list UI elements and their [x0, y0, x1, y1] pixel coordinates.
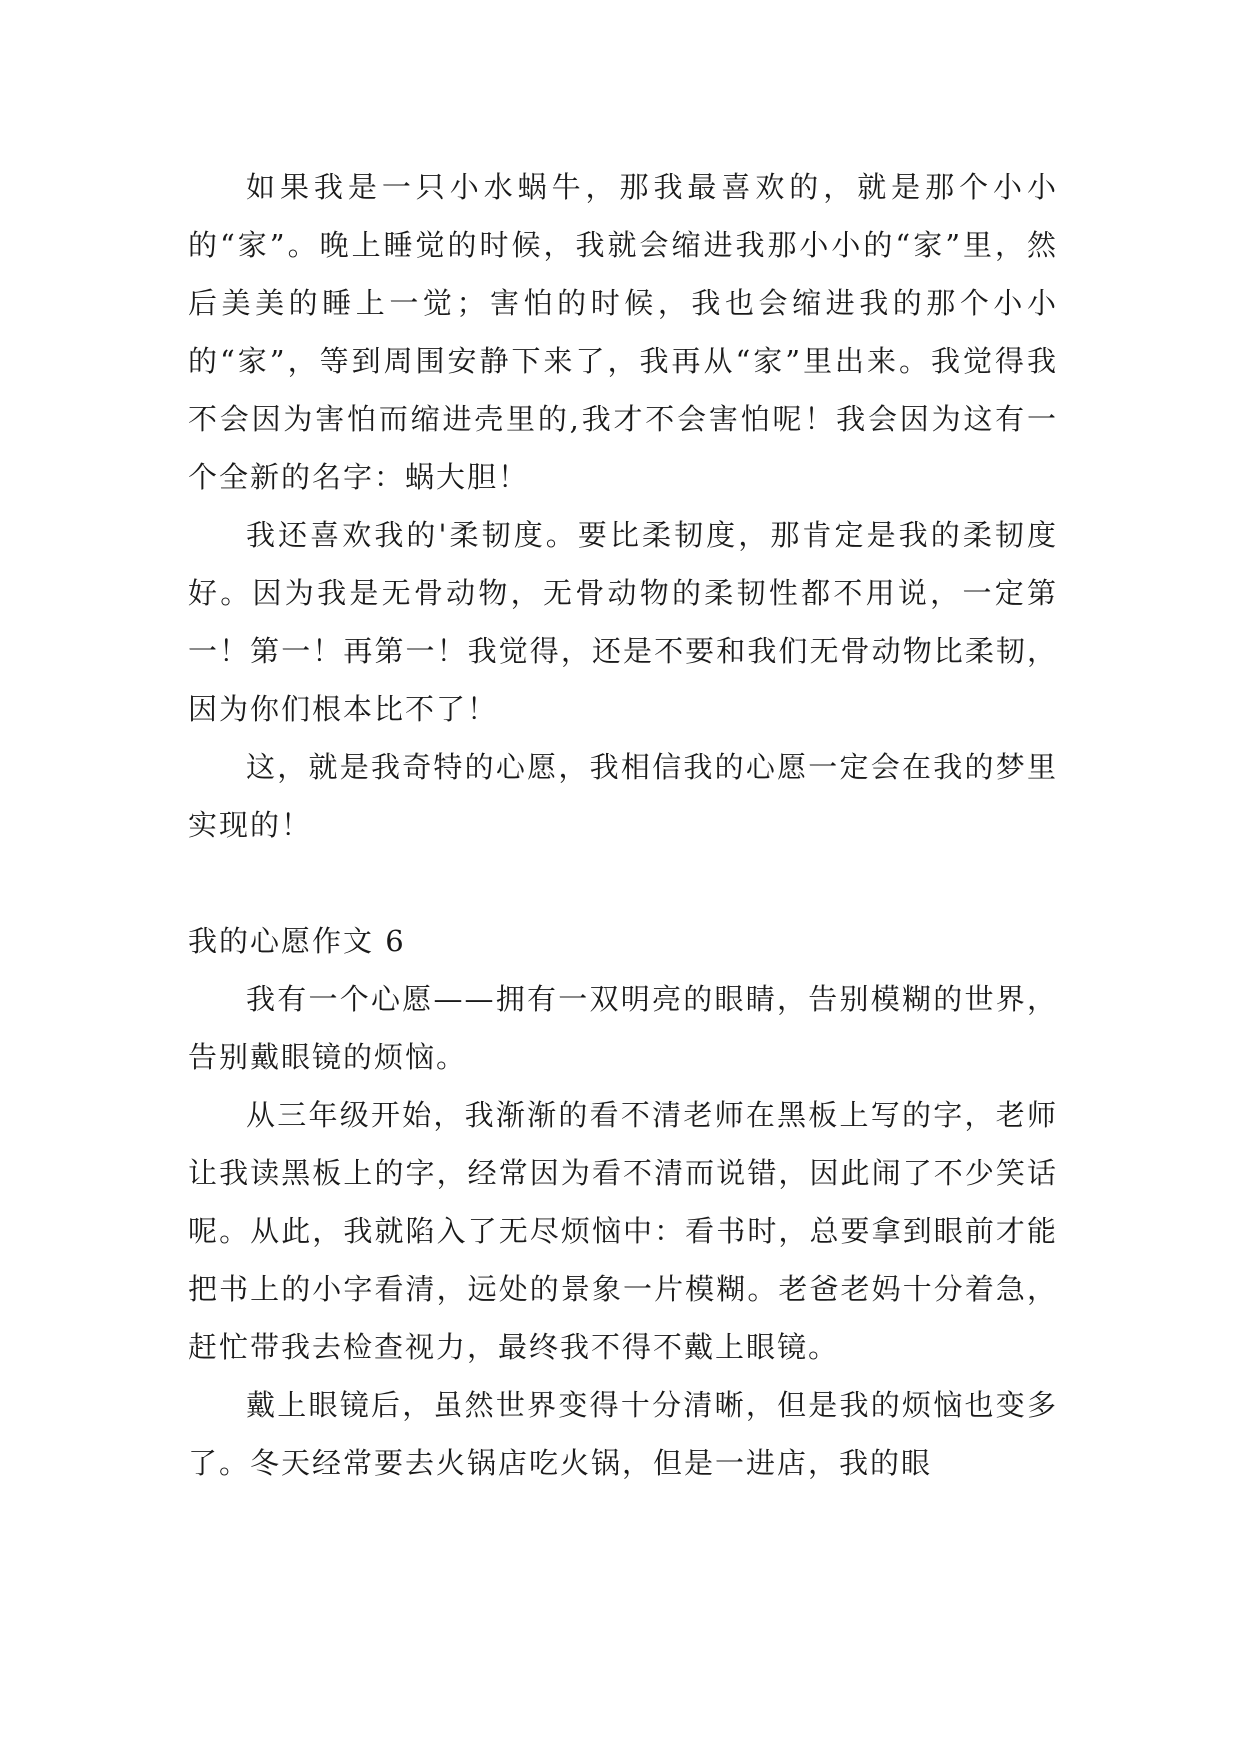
paragraph-vision-problem: 从三年级开始，我渐渐的看不清老师在黑板上写的字，老师让我读黑板上的字，经常因为看不清而说错，因此闹了不少笑话呢。从此，我就陷入了无尽烦恼中：看书时，总要拿到眼前才能把书上的小字看清，远处的景象一片模糊。老爸老妈十分着急，赶忙带我去检查视力，最终我不得不戴上眼镜。 — [188, 1098, 1058, 1364]
document-body — [188, 158, 1058, 1492]
essay-title: 我的心愿作文 6 — [188, 924, 406, 958]
paragraph-snail-flexibility: 我还喜欢我的'柔韧度。要比柔韧度，那肯定是我的柔韧度好。因为我是无骨动物，无骨动物的柔韧性都不用说，一定第一！第一！再第一！我觉得，还是不要和我们无骨动物比柔韧，因为你们根本比不了！ — [188, 518, 1058, 726]
paragraph-snail-home: 如果我是一只小水蜗牛，那我最喜欢的，就是那个小小的“家”。晚上睡觉的时候，我就会缩进我那小小的“家”里，然后美美的睡上一觉；害怕的时候，我也会缩进我的那个小小的“家”，等到周围安静下来了，我再从“家”里出来。我觉得我不会因为害怕而缩进壳里的,我才不会害怕呢！我会因为这有一个全新的名字：蜗大胆！ — [188, 170, 1058, 494]
paragraph-wish-intro: 我有一个心愿——拥有一双明亮的眼睛，告别模糊的世界，告别戴眼镜的烦恼。 — [188, 982, 1058, 1074]
paragraph-glasses-trouble: 戴上眼镜后，虽然世界变得十分清晰，但是我的烦恼也变多了。冬天经常要去火锅店吃火锅，但是一进店，我的眼 — [188, 1388, 1058, 1480]
paragraph-snail-wish-conclusion: 这，就是我奇特的心愿，我相信我的心愿一定会在我的梦里实现的！ — [188, 750, 1058, 842]
